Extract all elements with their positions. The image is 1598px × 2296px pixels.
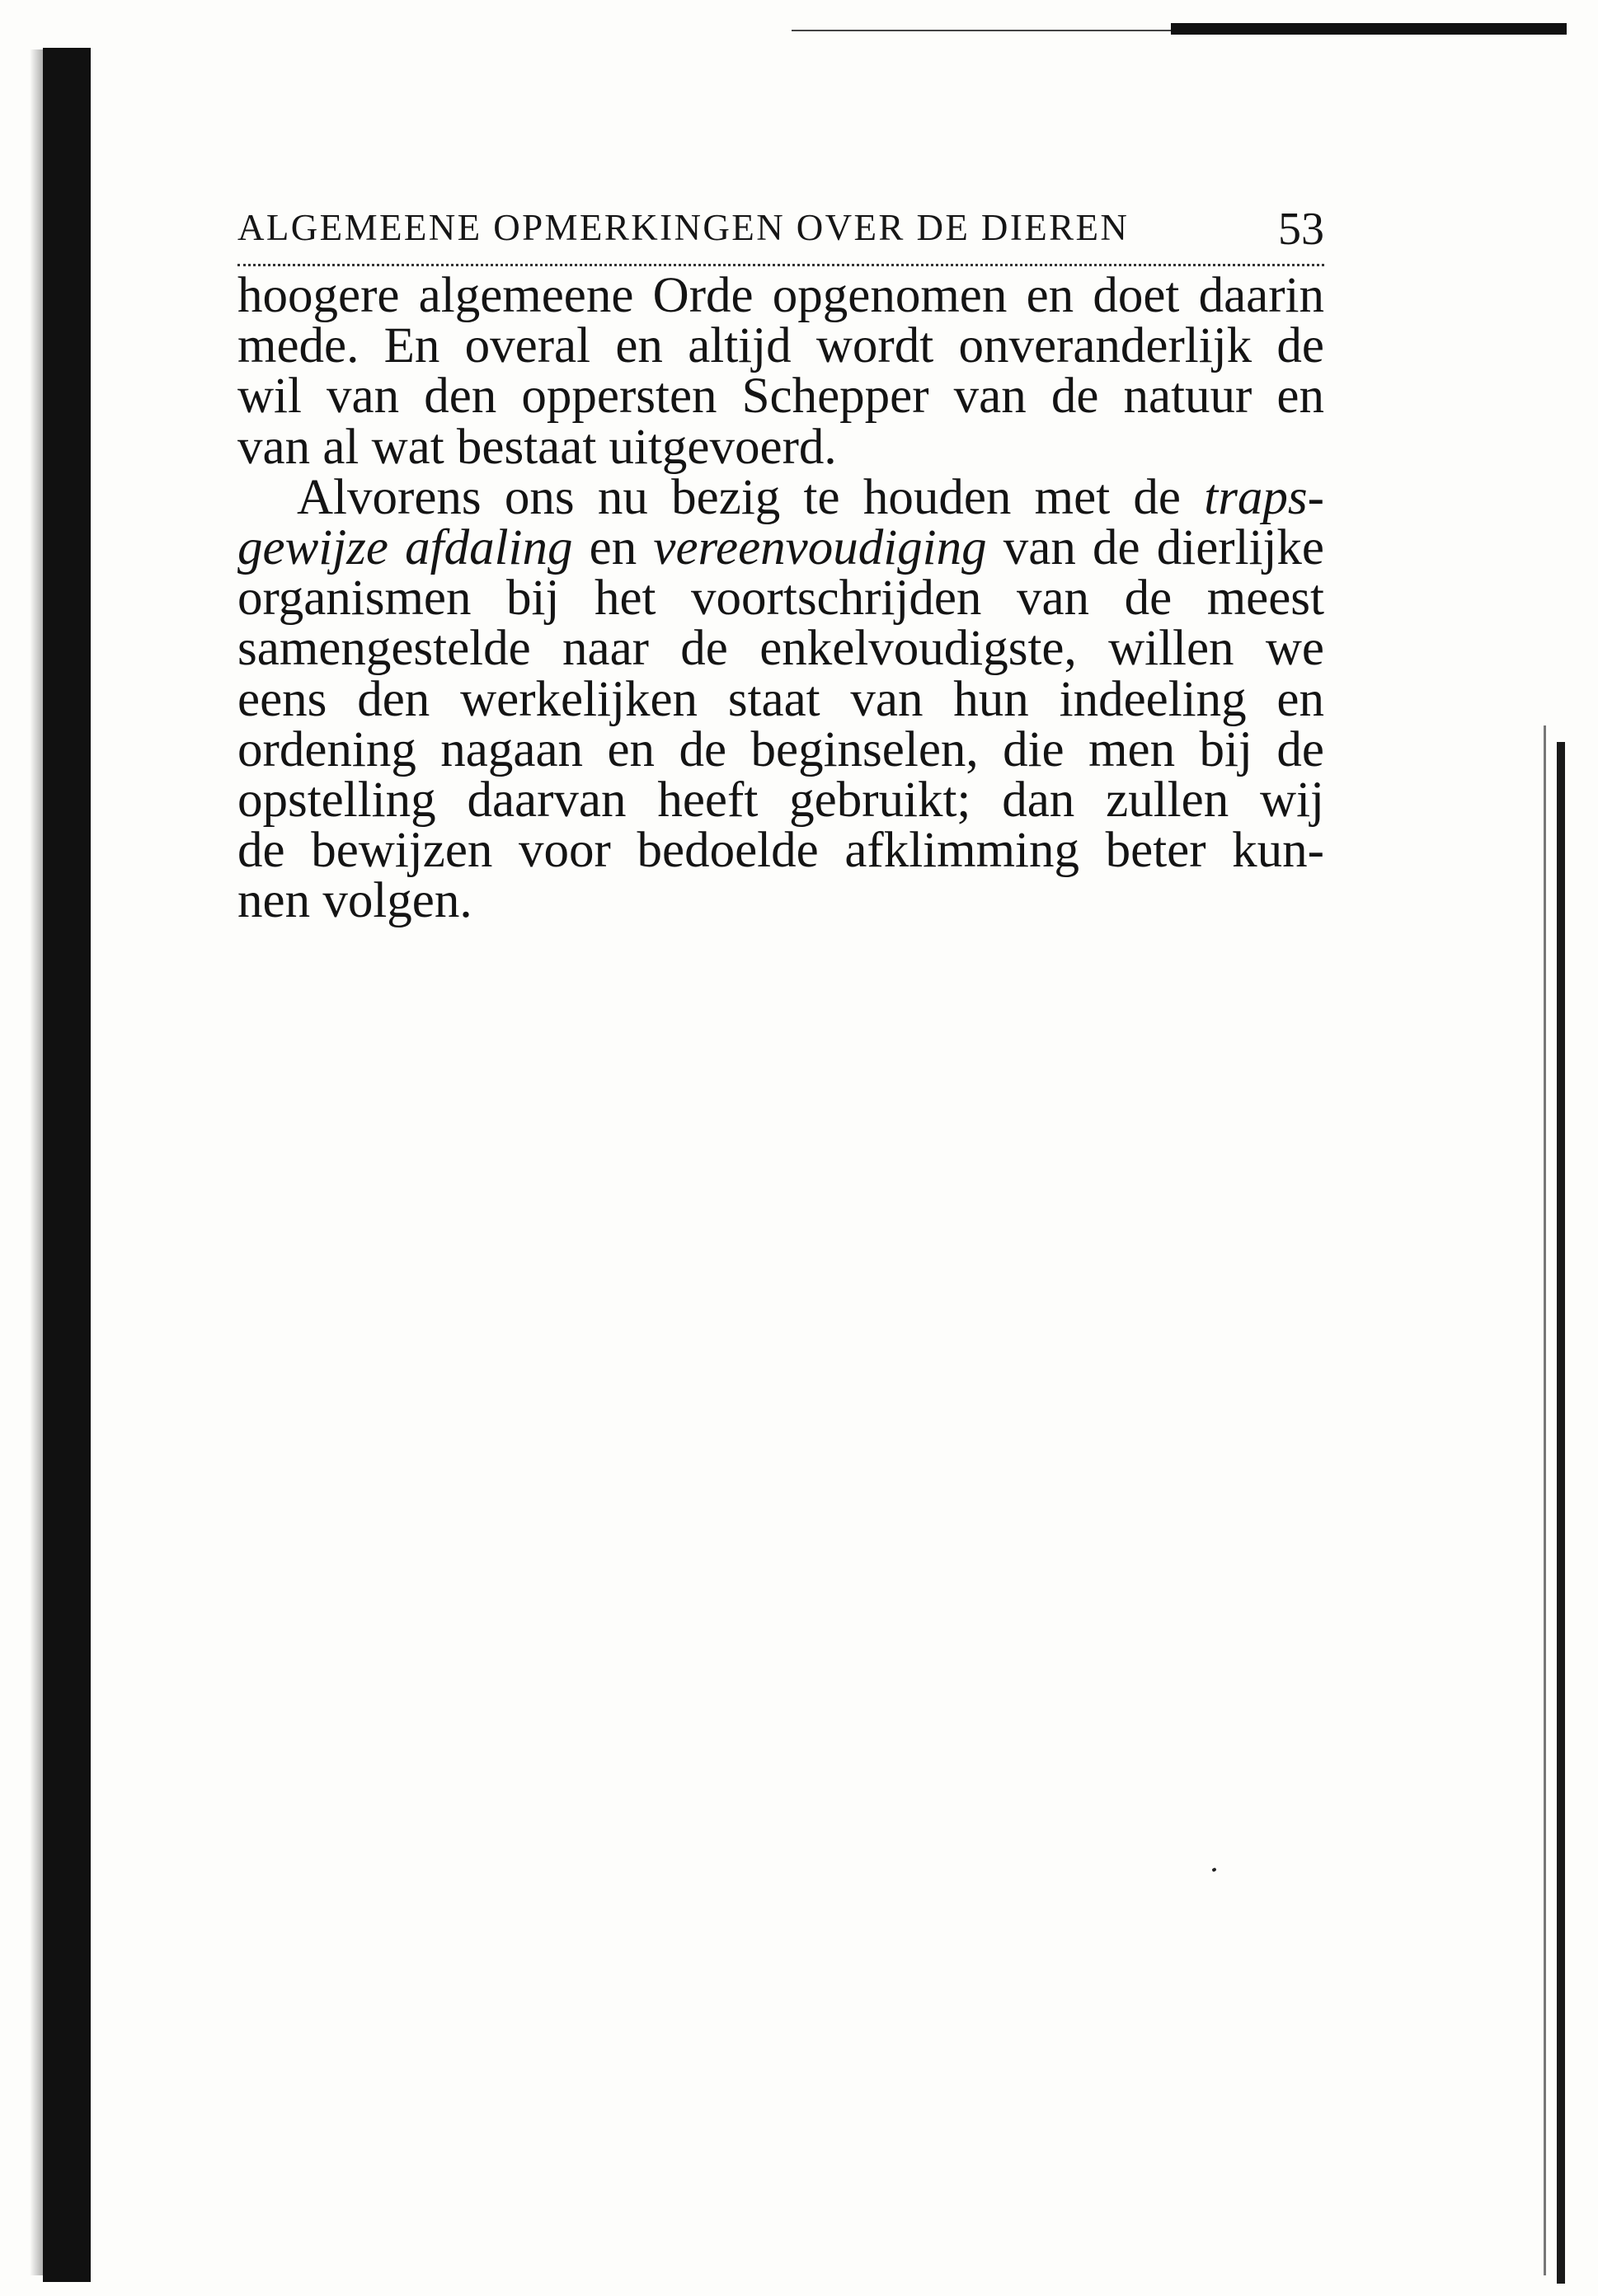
italic-term: traps- <box>1204 469 1324 525</box>
scan-right-edge <box>1557 742 1565 2284</box>
running-head <box>237 203 1324 264</box>
text-run: van de dierlijke <box>986 519 1324 575</box>
scan-right-line <box>1544 725 1546 2275</box>
text-line: eens den werkelijken staat van hun indeeling en <box>237 671 1324 727</box>
italic-term: gewijze afdaling <box>237 519 573 575</box>
text-line: hoogere algemeene Orde opgenomen en doet daarin <box>237 268 1324 323</box>
text-line: wil van den oppersten Schepper van de natuur en <box>237 369 1324 425</box>
text-line: opstelling daarvan heeft gebruikt; dan zullen wij <box>237 772 1324 828</box>
text-run: en <box>572 519 654 575</box>
text-line: samengestelde naar de enkelvoudigste, willen we <box>237 621 1324 677</box>
italic-term: vereenvoudiging <box>653 519 987 575</box>
scan-top-edge <box>1171 23 1567 35</box>
body-text <box>237 268 1324 929</box>
page-number: 53 <box>1278 204 1324 255</box>
scan-left-edge <box>43 48 91 2282</box>
paragraph-1 <box>237 268 1324 475</box>
text-line: van al wat bestaat uitgevoerd. <box>237 419 837 475</box>
text-line: ordening nagaan en de beginselen, die men bij de <box>237 721 1324 777</box>
text-line: nen volgen. <box>237 873 472 929</box>
paragraph-2 <box>237 469 1324 929</box>
text-line <box>237 519 1324 575</box>
scan-top-line <box>792 30 1179 31</box>
text-run: Alvorens ons nu bezig te houden met de <box>297 469 1205 525</box>
scan-speck <box>1211 1867 1216 1872</box>
header-dotted-rule <box>237 264 1324 266</box>
running-title: ALGEMEENE OPMERKINGEN OVER DE DIEREN <box>237 207 1130 248</box>
text-line <box>237 469 1324 525</box>
text-line: organismen bij het voortschrijden van de meest <box>237 570 1324 627</box>
text-line: de bewijzen voor bedoelde afklimming beter kun- <box>237 823 1324 879</box>
text-line: mede. En overal en altijd wordt onveranderlijk de <box>237 318 1324 374</box>
